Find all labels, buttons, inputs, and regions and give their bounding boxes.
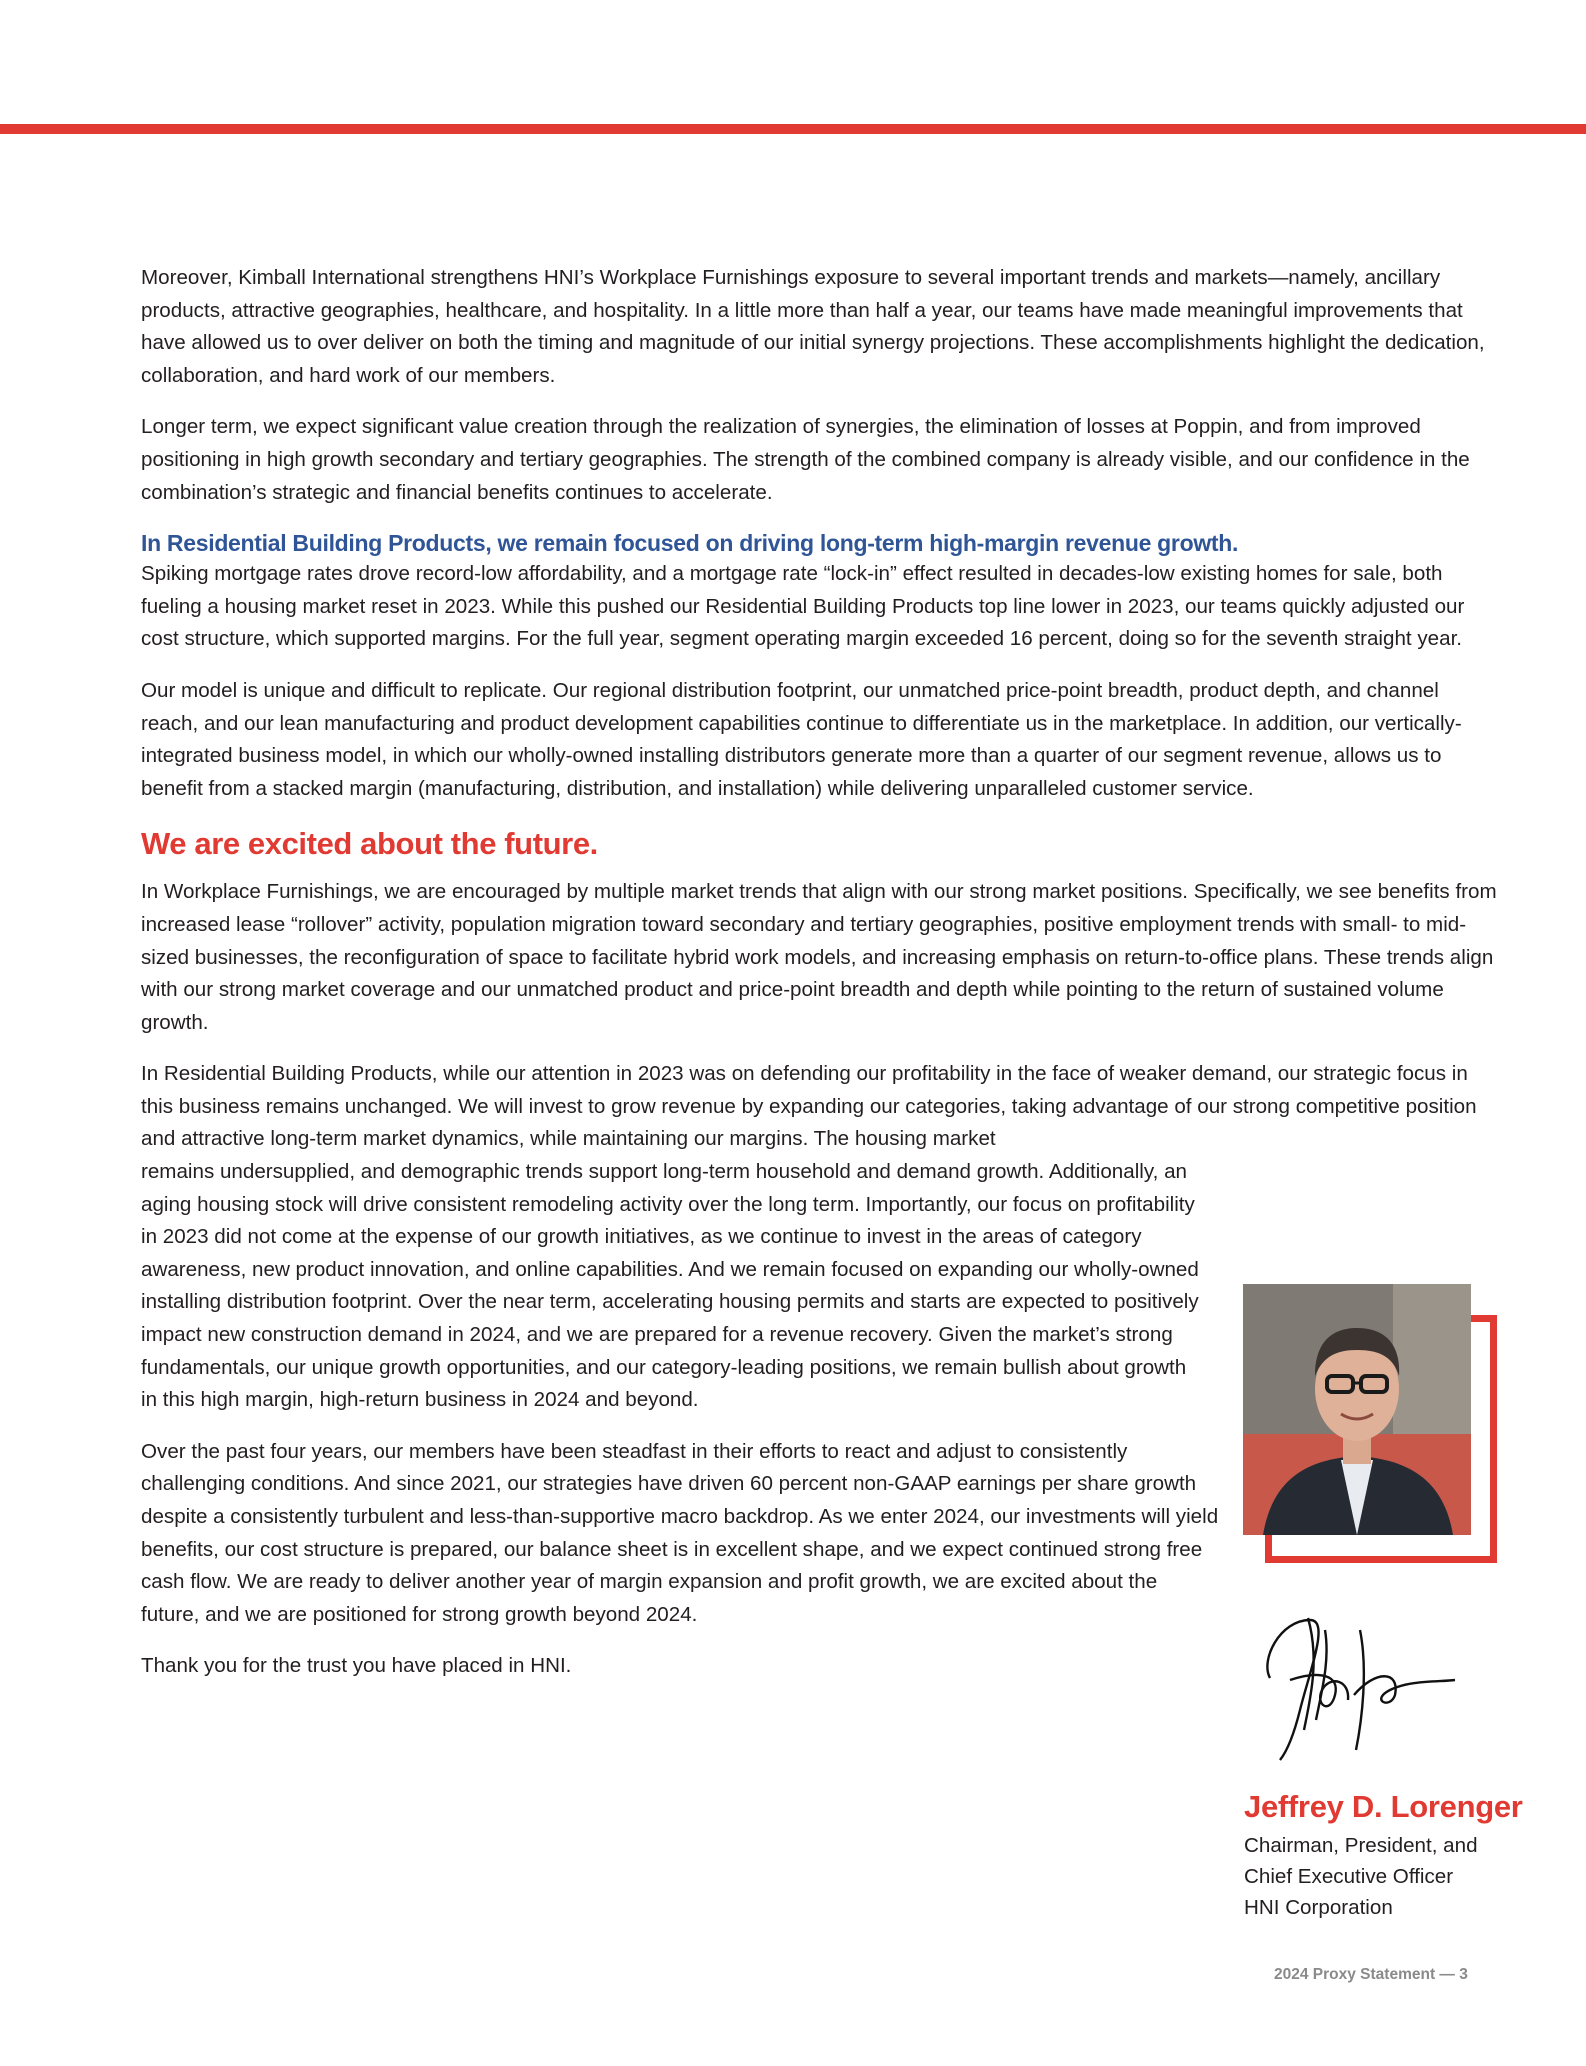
top-accent-rule (0, 124, 1586, 134)
signer-title (1244, 1830, 1478, 1923)
page-footer: 2024 Proxy Statement — 3 (1274, 1966, 1468, 1983)
signer-title-line: Chairman, President, and (1244, 1834, 1478, 1857)
paragraph-workplace: In Workplace Furnishings, we are encouraged by multiple market trends that align with our strong market positions. Specifically, we see benefits from increased lease “rollover” activity, population migration toward secondary and tertiary geographies, positive employment trends with small- to mid-sized businesses, the reconfiguration of space to facilitate hybrid work models, and increasing emphasis on return-to-office plans. These trends align with our strong market coverage and our unmatched product and price-point breadth and depth while pointing to the return of sustained volume growth. (141, 880, 1497, 1034)
signature-graphic (1250, 1600, 1460, 1770)
signer-title-line: Chief Executive Officer (1244, 1865, 1454, 1888)
portrait-photo (1243, 1284, 1471, 1535)
paragraph-model: Our model is unique and difficult to replicate. Our regional distribution footprint, our unmatched price-point breadth, product depth, and channel reach, and our lean manufacturing and product development capabilities continue to differentiate us in the marketplace. In addition, our vertically-integrated business model, in which our wholly-owned installing distributors generate more than a quarter of our segment revenue, allows us to benefit from a stacked margin (manufacturing, distribution, and installation) while delivering unparalleled customer service. (141, 678, 1462, 800)
paragraph-members: Over the past four years, our members have been steadfast in their efforts to react and adjust to consistently challenging conditions. And since 2021, our strategies have driven 60 percent non-GAAP earnings per share growth despite a consistently turbulent and less-than-supportive macro backdrop. As we enter 2024, our investments will yield benefits, our cost structure is prepared, our balance sheet is in excellent shape, and we expect continued strong free cash flow. We are ready to deliver another year of margin expansion and profit growth, we are excited about the future, and we are positioned for strong growth beyond 2024. (141, 1439, 1219, 1626)
headline-future: We are excited about the future. (141, 826, 598, 862)
signer-name: Jeffrey D. Lorenger (1244, 1789, 1523, 1824)
subheading-residential: In Residential Building Products, we remain focused on driving long-term high-margin revenue growth. (141, 530, 1239, 557)
paragraph-thanks: Thank you for the trust you have placed in HNI. (141, 1654, 572, 1678)
paragraph-residential-narrow: remains undersupplied, and demographic trends support long-term household and demand growth. Additionally, an aging housing stock will drive consistent remodeling activity over the long term. Importantly, our focus on profitability in 2023 did not come at the expense of our growth initiatives, as we continue to invest in the areas of category awareness, new product innovation, and online capabilities. And we remain focused on expanding our wholly-owned installing distribution footprint. Over the near term, accelerating housing permits and starts are expected to positively impact new construction demand in 2024, and we are prepared for a revenue recovery. Given the market’s strong fundamentals, our unique growth opportunities, and our category-leading positions, we remain bullish about growth in this high margin, high-return business in 2024 and beyond. (141, 1160, 1199, 1412)
paragraph-kimball: Moreover, Kimball International strengthens HNI’s Workplace Furnishings exposure to several important trends and markets—namely, ancillary products, attractive geographies, healthcare, and hospitality. In a little more than half a year, our teams have made meaningful improvements that have allowed us to over deliver on both the timing and magnitude of our initial synergy projections. These accomplishments highlight the dedication, collaboration, and hard work of our members. (141, 266, 1485, 387)
paragraph-longer-term: Longer term, we expect significant value creation through the realization of synergies, the elimination of losses at Poppin, and from improved positioning in high growth secondary and tertiary geographies. The strength of the combined company is already visible, and our confidence in the combination’s strategic and financial benefits continues to accelerate. (141, 415, 1470, 504)
signer-company: HNI Corporation (1244, 1896, 1393, 1919)
paragraph-mortgage: Spiking mortgage rates drove record-low affordability, and a mortgage rate “lock-in” effect resulted in decades-low existing homes for sale, both fueling a housing market reset in 2023. While this pushed our Residential Building Products top line lower in 2023, our teams quickly adjusted our cost structure, which supported margins. For the full year, segment operating margin exceeded 16 percent, doing so for the seventh straight year. (141, 562, 1465, 651)
paragraph-residential-wide: In Residential Building Products, while our attention in 2023 was on defending our profitability in the face of weaker demand, our strategic focus in this business remains unchanged. We will invest to grow revenue by expanding our categories, taking advantage of our strong competitive position and attractive long-term market dynamics, while maintaining our margins. The housing market (141, 1062, 1477, 1151)
